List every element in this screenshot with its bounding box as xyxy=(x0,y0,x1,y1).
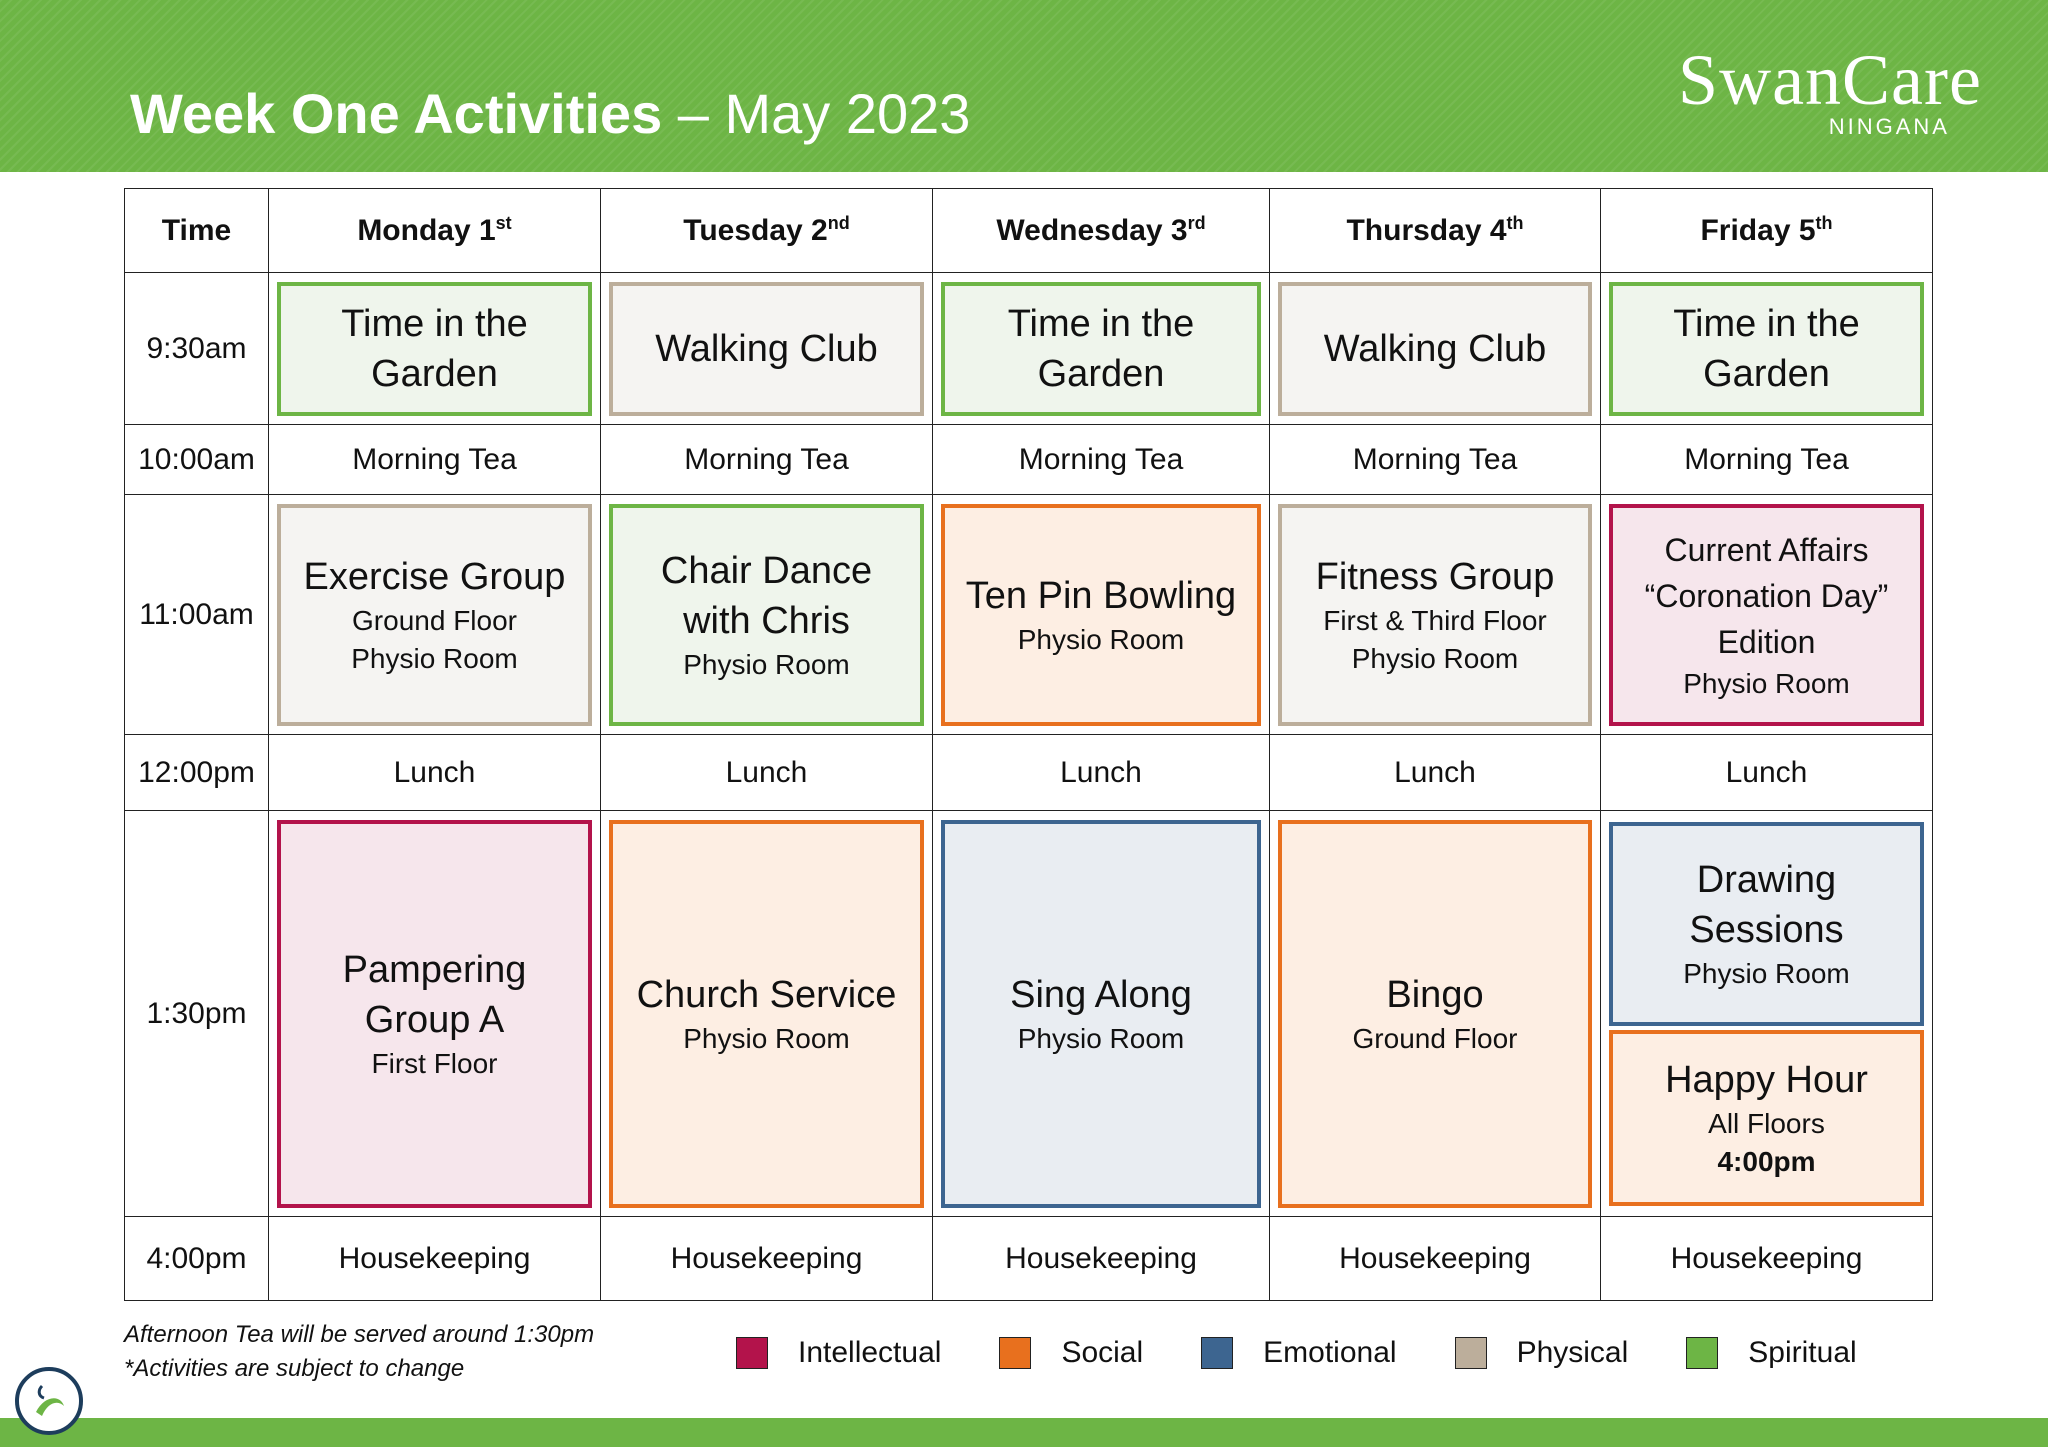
meal-cell: Lunch xyxy=(601,735,933,811)
activity-card: Walking Club xyxy=(609,282,924,416)
activity-card: Time in the Garden xyxy=(277,282,592,416)
activity-card: Chair Dance with Chris Physio Room xyxy=(609,504,924,726)
row-1600 xyxy=(125,1217,1933,1301)
legend-item: Social xyxy=(999,1336,1143,1370)
time-cell: 11:00am xyxy=(125,495,269,735)
meal-cell: Morning Tea xyxy=(1270,425,1601,495)
logo-brand: SwanCare xyxy=(1678,40,1982,120)
time-cell: 12:00pm xyxy=(125,735,269,811)
activities-table xyxy=(124,188,1933,1301)
category-legend xyxy=(736,1336,1857,1370)
day-header: Friday 5th xyxy=(1601,189,1933,273)
activity-card: Ten Pin Bowling Physio Room xyxy=(941,504,1261,726)
time-cell: 10:00am xyxy=(125,425,269,495)
swan-logo-icon xyxy=(14,1366,84,1436)
day-header: Thursday 4th xyxy=(1270,189,1601,273)
meal-cell: Morning Tea xyxy=(269,425,601,495)
header-banner xyxy=(0,0,2048,172)
legend-swatch xyxy=(999,1337,1031,1369)
activity-card: Exercise Group Ground Floor Physio Room xyxy=(277,504,592,726)
footnotes xyxy=(124,1318,594,1386)
day-header: Wednesday 3rd xyxy=(933,189,1270,273)
activity-card: Drawing Sessions Physio Room xyxy=(1609,822,1924,1026)
legend-swatch xyxy=(736,1337,768,1369)
legend-swatch xyxy=(1201,1337,1233,1369)
meal-cell: Lunch xyxy=(269,735,601,811)
housekeeping-cell: Housekeeping xyxy=(933,1217,1270,1301)
change-note: *Activities are subject to change xyxy=(124,1355,465,1382)
footer-bar xyxy=(0,1418,2048,1447)
page-title xyxy=(130,78,970,150)
legend-item: Physical xyxy=(1455,1336,1629,1370)
legend-swatch xyxy=(1686,1337,1718,1369)
meal-cell: Morning Tea xyxy=(601,425,933,495)
meal-cell: Lunch xyxy=(1270,735,1601,811)
activity-card: Time in the Garden xyxy=(941,282,1261,416)
title-bold: Week One Activities xyxy=(130,82,663,145)
activity-card: Current Affairs “Coronation Day” Edition Physio Room xyxy=(1609,504,1924,726)
housekeeping-cell: Housekeeping xyxy=(269,1217,601,1301)
row-930 xyxy=(125,273,1933,425)
row-1000 xyxy=(125,425,1933,495)
meal-cell: Lunch xyxy=(1601,735,1933,811)
legend-item: Spiritual xyxy=(1686,1336,1856,1370)
activity-card: Walking Club xyxy=(1278,282,1592,416)
row-1100 xyxy=(125,495,1933,735)
activity-card: Sing Along Physio Room xyxy=(941,820,1261,1208)
activity-card: Church Service Physio Room xyxy=(609,820,924,1208)
day-header: Monday 1st xyxy=(269,189,601,273)
legend-item: Intellectual xyxy=(736,1336,941,1370)
meal-cell: Morning Tea xyxy=(1601,425,1933,495)
meal-cell: Lunch xyxy=(933,735,1270,811)
title-date: – May 2023 xyxy=(662,82,971,145)
legend-swatch xyxy=(1455,1337,1487,1369)
activity-card: Happy Hour All Floors 4:00pm xyxy=(1609,1030,1924,1206)
time-cell: 1:30pm xyxy=(125,811,269,1217)
header-row xyxy=(125,189,1933,273)
activity-card: Time in the Garden xyxy=(1609,282,1924,416)
meal-cell: Morning Tea xyxy=(933,425,1270,495)
logo-sub: NINGANA xyxy=(1828,114,1950,139)
housekeeping-cell: Housekeeping xyxy=(601,1217,933,1301)
activity-card: Fitness Group First & Third Floor Physio Room xyxy=(1278,504,1592,726)
day-header: Tuesday 2nd xyxy=(601,189,933,273)
activity-card: Pampering Group A First Floor xyxy=(277,820,592,1208)
housekeeping-cell: Housekeeping xyxy=(1601,1217,1933,1301)
time-cell: 4:00pm xyxy=(125,1217,269,1301)
swancare-logo xyxy=(1650,40,2010,140)
time-header: Time xyxy=(125,189,269,273)
time-cell: 9:30am xyxy=(125,273,269,425)
activity-card: Bingo Ground Floor xyxy=(1278,820,1592,1208)
row-1330 xyxy=(125,811,1933,1217)
housekeeping-cell: Housekeeping xyxy=(1270,1217,1601,1301)
afternoon-tea-note: Afternoon Tea will be served around 1:30pm xyxy=(124,1321,595,1348)
legend-item: Emotional xyxy=(1201,1336,1396,1370)
row-1200 xyxy=(125,735,1933,811)
